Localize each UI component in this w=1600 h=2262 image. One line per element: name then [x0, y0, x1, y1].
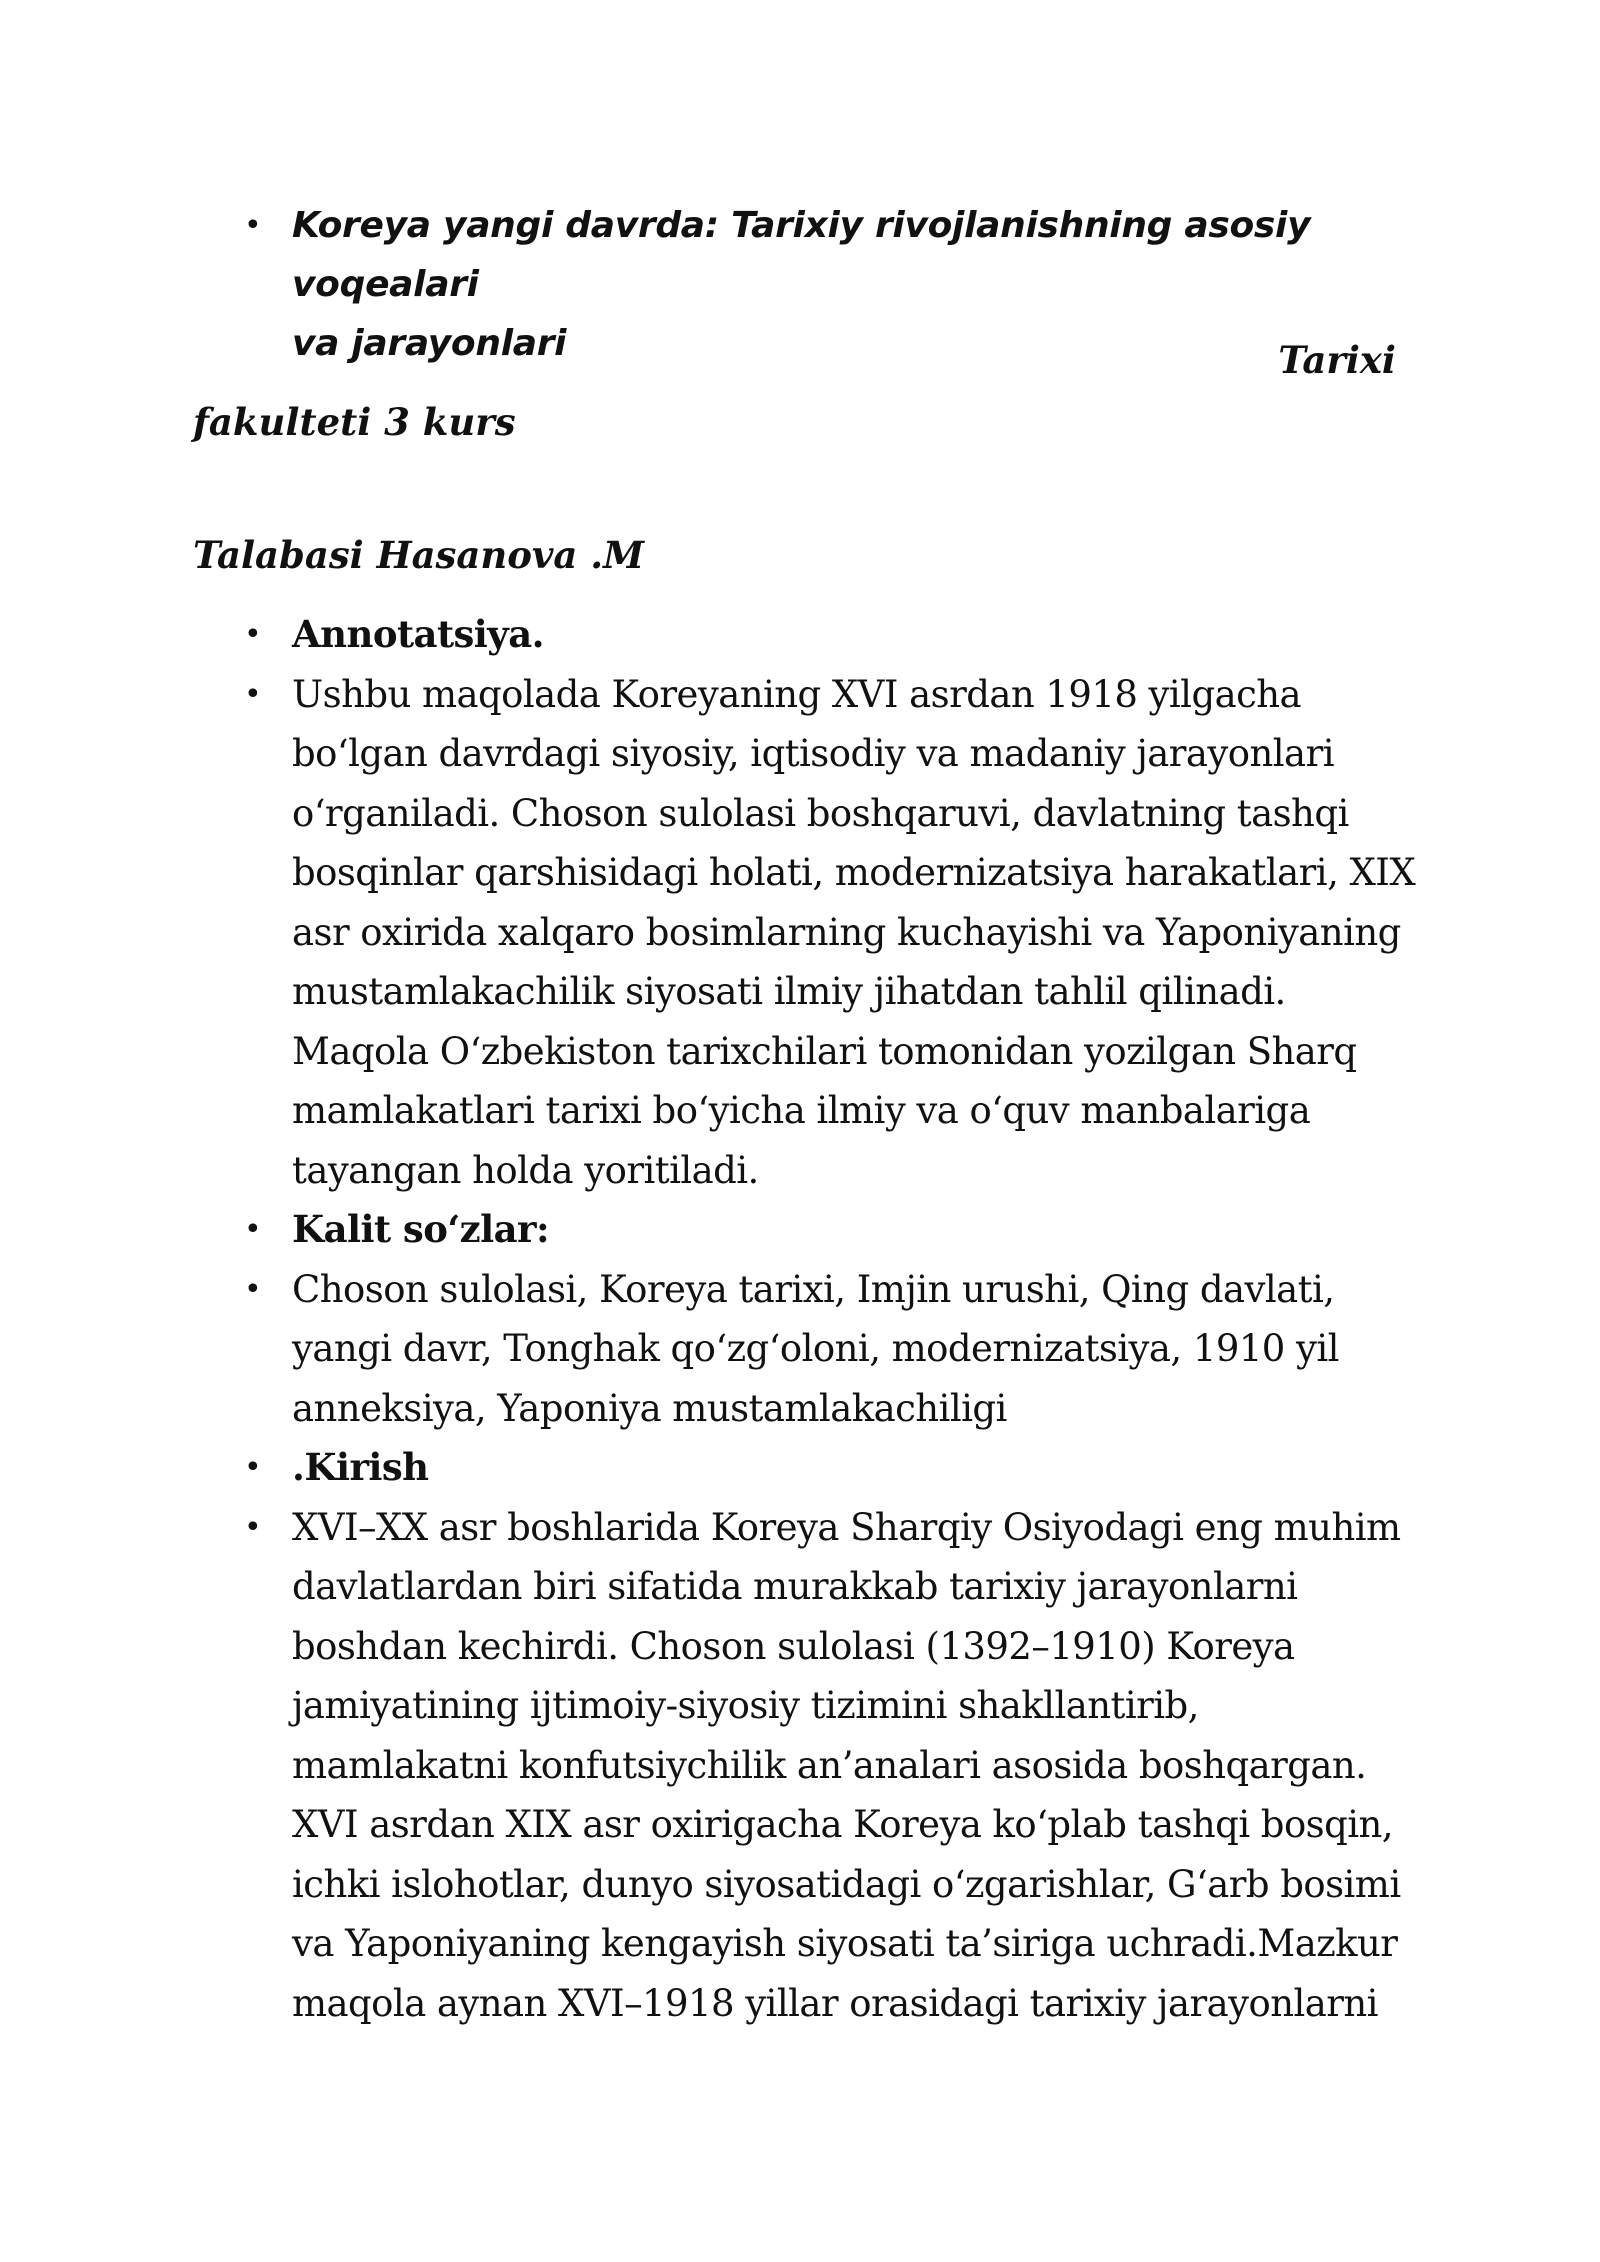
list-item-keywords-body [240, 1260, 1420, 1439]
bullet-icon: • [244, 1509, 262, 1545]
bullet-icon: • [244, 676, 262, 712]
annotation-text: Ushbu maqolada Koreyaning XVI asrdan 1918 yilgacha bo‘lgan davrdagi siyosiy, iqtisodiy va madaniy jarayonlari o‘rganiladi. Choson sulolasi boshqaruvi, davlatning tashqi bosqinlar qarshisidagi holati, modernizatsiya harakatlari, XIX asr oxirida xalqaro bosimlarning kuchayishi va Yaponiyaning mustamlakachilik siyosati ilmiy jihatdan tahlil qilinadi. Maqola O‘zbekiston tarixchilari tomonidan yozilgan Sharq mamlakatlari tarixi bo‘yicha ilmiy va o‘quv manbalariga tayangan holda yoritiladi. [292, 672, 1416, 1192]
bullet-icon: • [244, 1212, 262, 1247]
intro-heading: .Kirish [292, 1445, 429, 1489]
student-name: Talabasi Hasanova .M [193, 533, 645, 577]
bullet-icon: • [244, 617, 262, 652]
list-item-annotation-heading [240, 605, 1420, 665]
faculty-line-1: Tarixi [1278, 338, 1396, 382]
annotation-heading: Annotatsiya. [292, 612, 544, 656]
list-item-intro-body [240, 1498, 1420, 2034]
bullet-icon: • [244, 1450, 262, 1485]
list-item-intro-heading [240, 1438, 1420, 1498]
list-item-keywords-heading [240, 1200, 1420, 1260]
bullet-icon: • [244, 1271, 262, 1307]
faculty-line-2: fakulteti 3 kurs [193, 400, 516, 444]
bullet-icon: • [244, 208, 262, 243]
keywords-text: Choson sulolasi, Koreya tarixi, Imjin urushi, Qing davlati, yangi davr, Tonghak qo‘zg‘oloni, modernizatsiya, 1910 yil anneksiya, Yaponiya mustamlakachiligi [292, 1267, 1339, 1430]
keywords-heading: Kalit so‘zlar: [292, 1207, 550, 1251]
list-item-annotation-body [240, 665, 1420, 1201]
article-title: Koreya yangi davrda: Tarixiy rivojlanishning asosiy voqealari va jarayonlari [292, 205, 1311, 364]
intro-text: XVI–XX asr boshlarida Koreya Sharqiy Osiyodagi eng muhim davlatlardan biri sifatida murakkab tarixiy jarayonlarni boshdan kechirdi. Choson sulolasi (1392–1910) Koreya jamiyatining ijtimoiy-siyosiy tizimini shakllantirib, mamlakatni konfutsiychilik an’analari asosida boshqargan. XVI asrdan XIX asr oxirigacha Koreya ko‘plab tashqi bosqin, ichki islohotlar, dunyo siyosatidagi o‘zgarishlar, G‘arb bosimi va Yaponiyaning kengayish siyosati ta’siriga uchradi.Mazkur maqola aynan XVI–1918 yillar orasidagi tarixiy jarayonlarni [292, 1505, 1401, 2025]
body-bullet-list [240, 605, 1420, 2033]
